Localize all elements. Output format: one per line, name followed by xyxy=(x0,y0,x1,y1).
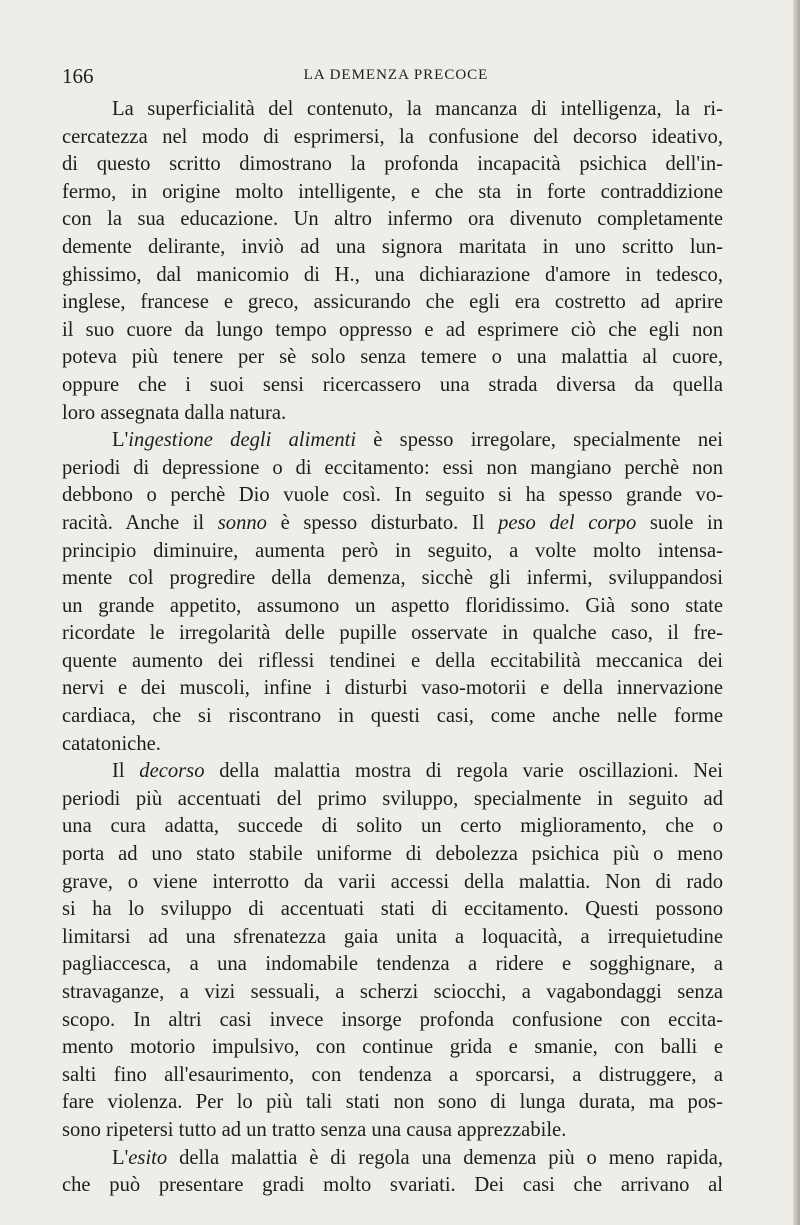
text-run: quente aumento dei riflessi tendinei e della eccitabilità meccanica dei xyxy=(62,649,723,672)
text-run: cercatezza nel modo di esprimersi, la confusione del decorso ideativo, xyxy=(62,125,723,148)
text-line xyxy=(62,455,723,483)
text-line xyxy=(62,400,723,428)
italic-term: decorso xyxy=(139,760,205,783)
text-line xyxy=(62,703,723,731)
text-line xyxy=(62,344,723,372)
text-run: nervi e dei muscoli, infine i disturbi vaso-motorii e della innervazione xyxy=(62,677,723,700)
text-run: L' xyxy=(112,1146,129,1169)
text-line xyxy=(62,593,723,621)
text-line xyxy=(62,565,723,593)
page-header xyxy=(62,64,730,88)
text-line xyxy=(62,538,723,566)
text-line xyxy=(62,124,723,152)
text-line xyxy=(62,510,723,538)
text-run: mento motorio impulsivo, con continue grida e smanie, con balli e xyxy=(62,1036,723,1059)
italic-term: peso del corpo xyxy=(498,511,637,534)
text-line xyxy=(62,924,723,952)
text-run: principio diminuire, aumenta però in seguito, a volte molto intensa- xyxy=(62,539,723,562)
text-run: è spesso disturbato. Il xyxy=(266,511,499,534)
text-line xyxy=(62,979,723,1007)
text-run: si ha lo sviluppo di accentuati stati di eccitamento. Questi possono xyxy=(62,898,723,921)
body-text xyxy=(62,96,723,1200)
text-run: ricordate le irregolarità delle pupille osservate in qualche caso, il fre- xyxy=(62,622,723,645)
text-line xyxy=(62,1089,723,1117)
italic-term: ingestione degli alimenti xyxy=(128,429,357,452)
text-line xyxy=(62,1172,723,1200)
text-run: oppure che i suoi sensi ricercassero una strada diversa da quella xyxy=(62,373,723,396)
text-line xyxy=(62,427,723,455)
text-run: catatoniche. xyxy=(62,732,161,755)
text-line xyxy=(62,234,723,262)
text-run: periodi di depressione o di eccitamento: essi non mangiano perchè non xyxy=(62,456,723,479)
text-run: racità. Anche il xyxy=(62,511,218,534)
text-run: sono ripetersi tutto ad un tratto senza una causa apprezzabile. xyxy=(62,1118,567,1141)
text-run: fare violenza. Per lo più tali stati non sono di lunga durata, ma pos- xyxy=(62,1091,723,1114)
text-run: salti fino all'esaurimento, con tendenza a sporcarsi, a distruggere, a xyxy=(62,1063,723,1086)
text-run: fermo, in origine molto intelligente, e che sta in forte contraddizione xyxy=(62,180,723,203)
text-line xyxy=(62,675,723,703)
text-run: porta ad uno stato stabile uniforme di debolezza psichica più o meno xyxy=(62,843,723,866)
text-run: una cura adatta, succede di solito un certo miglioramento, che o xyxy=(62,815,723,838)
text-line xyxy=(62,951,723,979)
text-line xyxy=(62,289,723,317)
text-line xyxy=(62,786,723,814)
text-run: ghissimo, dal manicomio di H., una dichiarazione d'amore in tedesco, xyxy=(62,263,723,286)
italic-term: esito xyxy=(128,1146,168,1169)
text-line xyxy=(62,648,723,676)
text-run: La superficialità del contenuto, la mancanza di intelligenza, la ri- xyxy=(112,98,723,120)
text-run: di questo scritto dimostrano la profonda incapacità psichica dell'in- xyxy=(62,153,723,176)
page-number: 166 xyxy=(62,64,94,88)
text-run: suole in xyxy=(636,511,723,534)
text-run: della malattia mostra di regola varie oscillazioni. Nei xyxy=(204,760,723,783)
text-run: stravaganze, a vizi sessuali, a scherzi sciocchi, a vagabondaggi senza xyxy=(62,981,723,1003)
text-run: che può presentare gradi molto svariati. Dei casi che arrivano al xyxy=(62,1174,723,1197)
text-run: cardiaca, che si riscontrano in questi casi, come anche nelle forme xyxy=(62,705,723,728)
text-line xyxy=(62,620,723,648)
text-line xyxy=(62,1145,723,1173)
text-line xyxy=(62,482,723,510)
text-run: il suo cuore da lungo tempo oppresso e ad esprimere ciò che egli non xyxy=(62,318,723,341)
text-run: Il xyxy=(112,760,140,783)
italic-term: sonno xyxy=(217,511,267,534)
text-line xyxy=(62,813,723,841)
text-run: mente col progredire della demenza, sicchè gli infermi, sviluppandosi xyxy=(62,567,723,590)
text-run: debbono o perchè Dio vuole così. In seguito si ha spesso grande vo- xyxy=(62,484,723,507)
text-line xyxy=(62,151,723,179)
text-run: inglese, francese e greco, assicurando che egli era costretto ad aprire xyxy=(62,291,723,314)
text-line xyxy=(62,1117,723,1145)
text-line xyxy=(62,841,723,869)
text-run: periodi più accentuati del primo sviluppo, specialmente in seguito ad xyxy=(62,787,723,810)
text-run: grave, o viene interrotto da varii accessi della malattia. Non di rado xyxy=(62,870,723,893)
text-run: pagliaccesca, a una indomabile tendenza a ridere e sogghignare, a xyxy=(62,953,723,976)
text-line xyxy=(62,96,723,124)
text-run: è spesso irregolare, specialmente nei xyxy=(356,429,723,452)
text-line xyxy=(62,1034,723,1062)
text-line xyxy=(62,731,723,759)
text-run: L' xyxy=(112,429,129,452)
text-line xyxy=(62,1007,723,1035)
text-line xyxy=(62,317,723,345)
text-line xyxy=(62,179,723,207)
text-line xyxy=(62,1062,723,1090)
text-line xyxy=(62,896,723,924)
text-run: della malattia è di regola una demenza più o meno rapida, xyxy=(167,1146,723,1169)
text-line xyxy=(62,262,723,290)
page-edge-shadow xyxy=(793,0,800,1225)
text-run: un grande appetito, assumono un aspetto floridissimo. Già sono state xyxy=(62,594,723,617)
text-run: con la sua educazione. Un altro infermo ora divenuto completamente xyxy=(62,208,723,231)
running-title: LA DEMENZA PRECOCE xyxy=(303,67,489,83)
text-run: poteva più tenere per sè solo senza temere o una malattia al cuore, xyxy=(62,346,723,369)
text-run: limitarsi ad una sfrenatezza gaia unita a loquacità, a irrequietudine xyxy=(62,925,723,948)
text-run: loro assegnata dalla natura. xyxy=(62,401,287,424)
text-run: scopo. In altri casi invece insorge profonda confusione con eccita- xyxy=(62,1008,723,1031)
text-line xyxy=(62,869,723,897)
text-run: demente delirante, inviò ad una signora maritata in uno scritto lun- xyxy=(62,235,723,258)
text-line xyxy=(62,758,723,786)
text-line xyxy=(62,206,723,234)
text-line xyxy=(62,372,723,400)
